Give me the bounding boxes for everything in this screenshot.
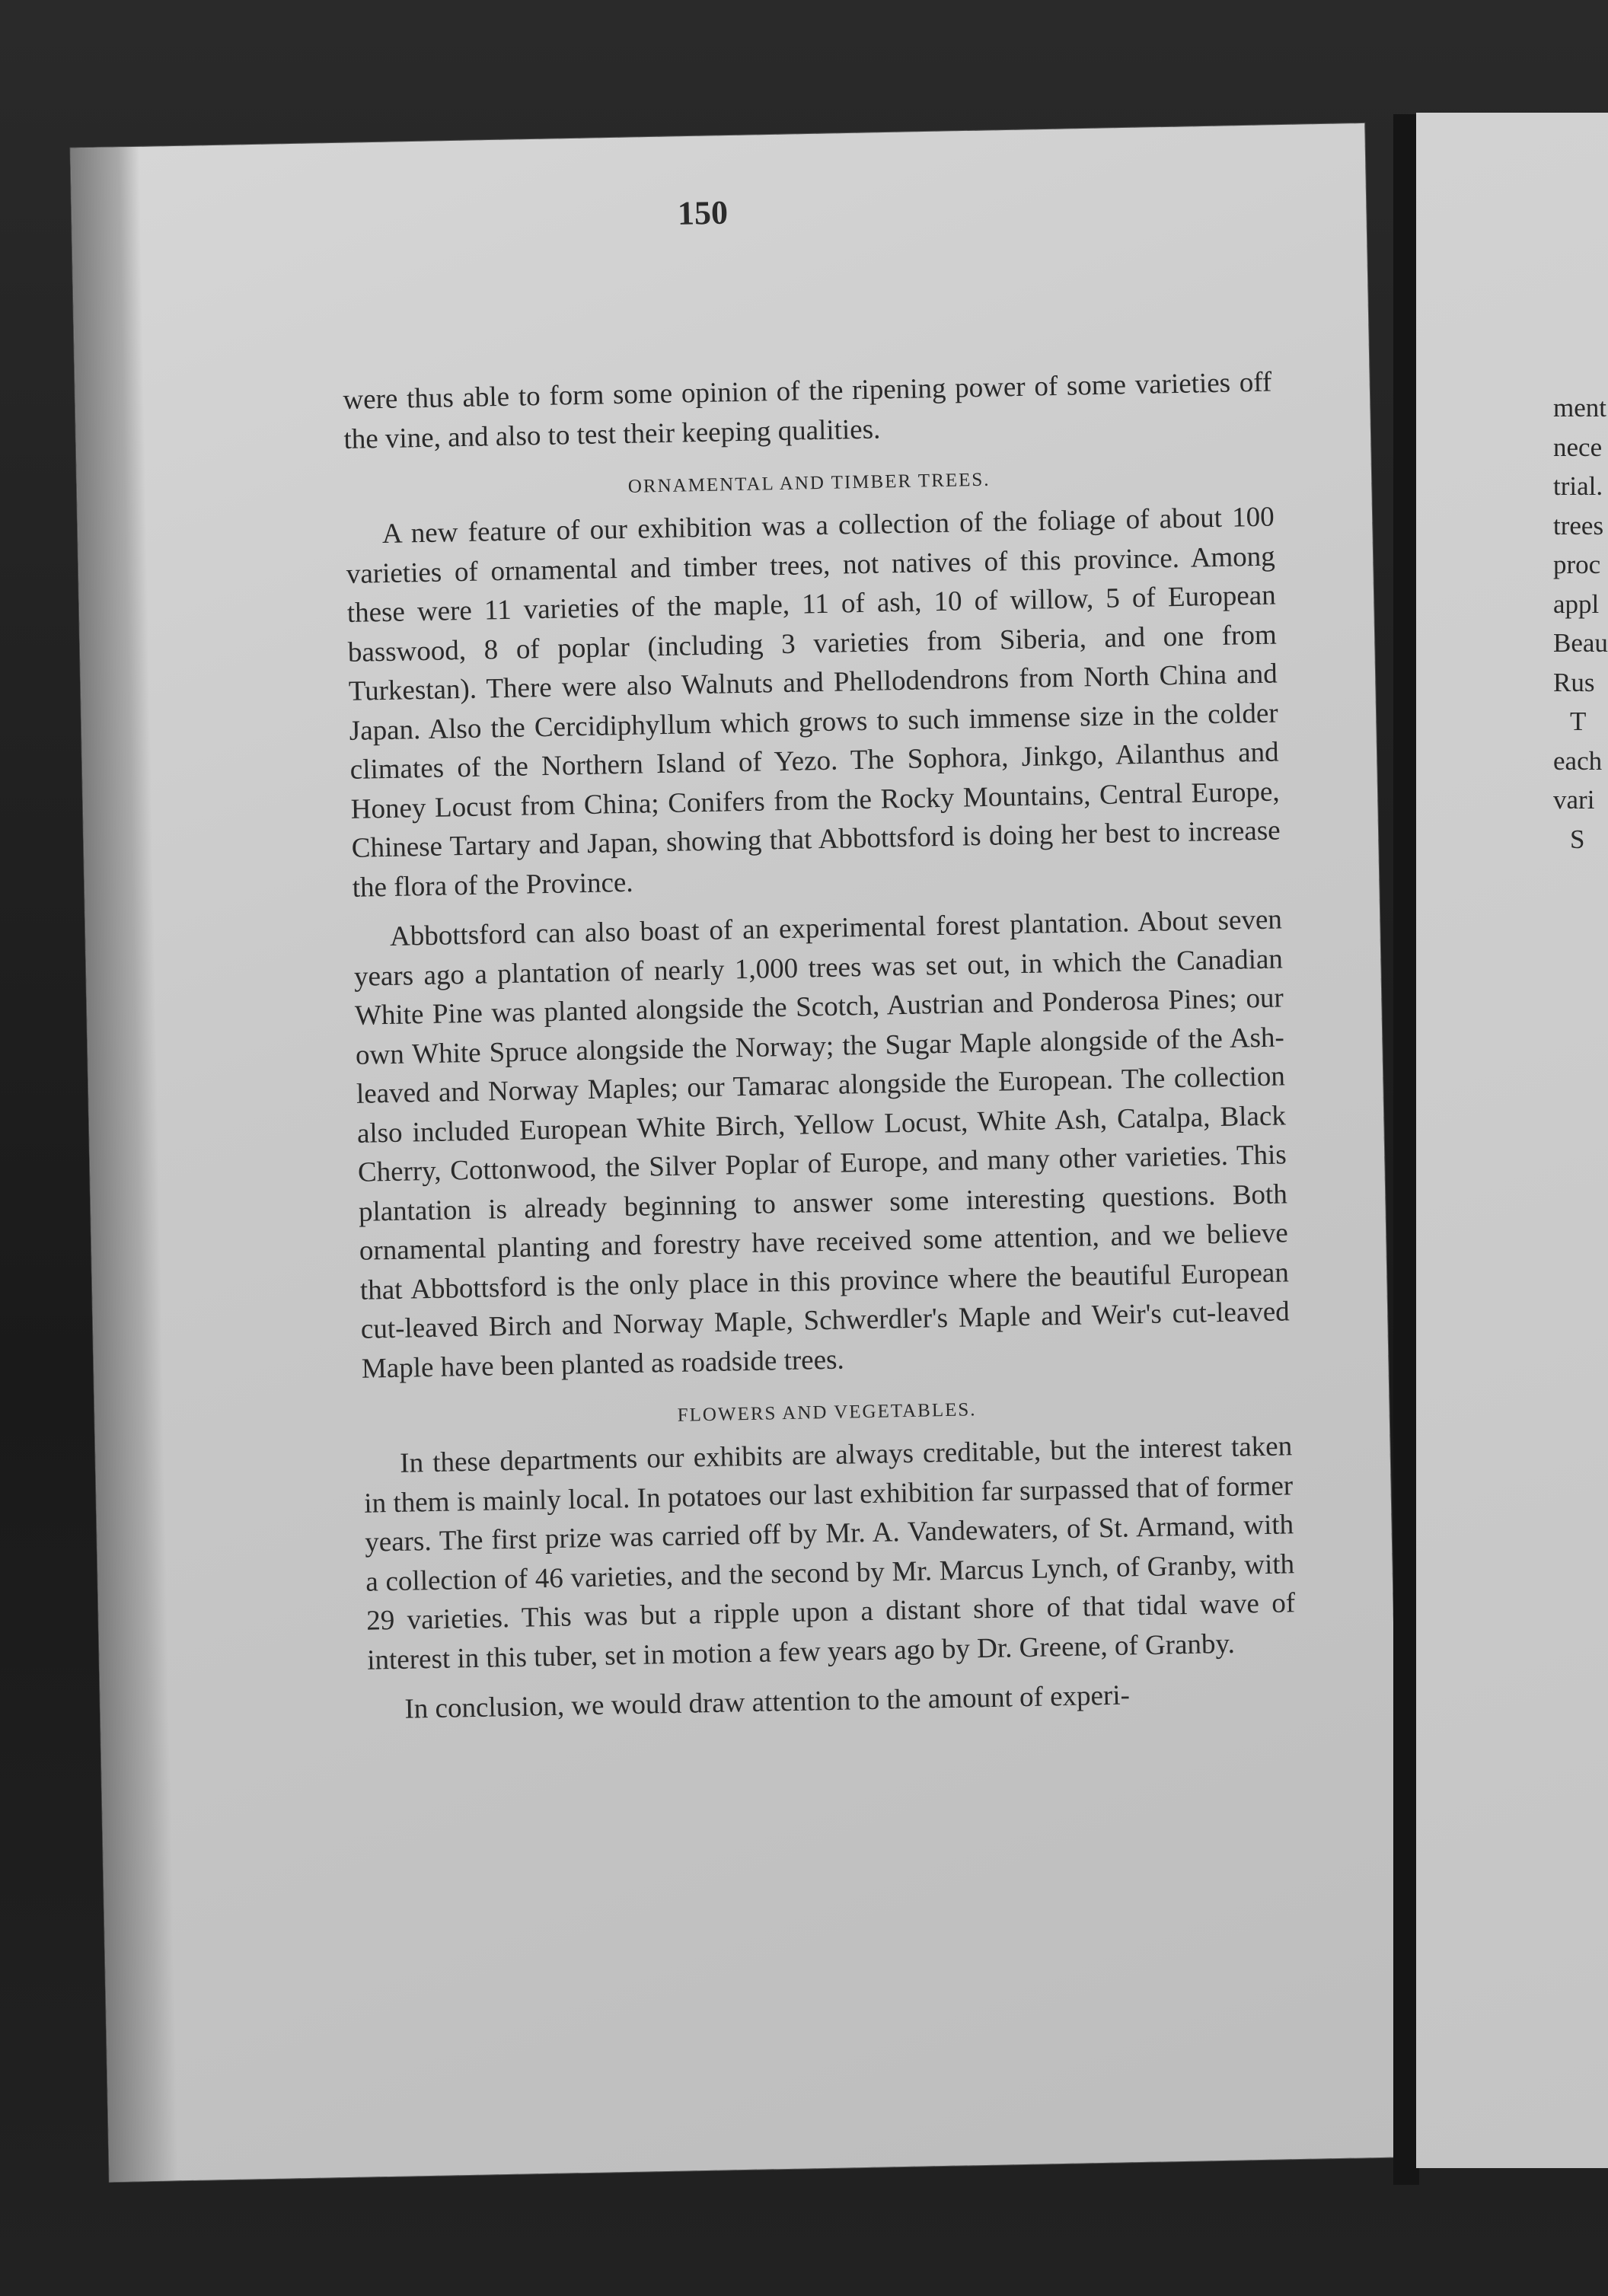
- right-line: Beau: [1553, 628, 1608, 658]
- right-line: ment: [1553, 393, 1606, 423]
- flowers-paragraph-2: In conclusion, we would draw attention to the amount of experi-: [404, 1679, 1131, 1725]
- page-number: 150: [677, 193, 729, 232]
- right-line: vari: [1553, 785, 1595, 815]
- right-line: trees: [1553, 510, 1604, 541]
- ornamental-paragraph-2: Abbottsford can also boast of an experimental forest plantation. About seven years ago a plantation of nearly 1,000 trees was set out, in which the Canadian White Pine was planted alongside the Scotch, Austrian and Ponderosa Pines; our own White Spruce alongside the Norway; the Sugar Maple alongside of the Ash-leaved and Norway Maples; our Tamarac alongside the European. The collection also included European White Birch, Yellow Locust, White Ash, Catalpa, Black Cherry, Cottonwood, the Silver Poplar of Europe, and many other varieties. This plantation is already beginning to answer some interesting questions. Both ornamental planting and forestry have received some attention, and we believe that Abbottsford is the only place in this province where the beautiful European cut-leaved Birch and Norway Maple, Schwerdler's Maple and Weir's cut-leaved Maple have been planted as roadside trees.: [353, 904, 1291, 1385]
- book-gutter: [1393, 114, 1419, 2185]
- section-heading-ornamental: ORNAMENTAL AND TIMBER TREES.: [627, 469, 991, 497]
- flowers-paragraph-1: In these departments our exhibits are always creditable, but the interest taken in them is mainly local. In potatoes our last exhibition far surpassed that of former years. The first prize was carried off by Mr. A. Vandewaters, of St. Armand, with a collection of 46 varieties, and the second by Mr. Marcus Lynch, of Granby, with 29 varieties. This was but a ripple upon a distant shore of that tidal wave of interest in this tuber, set in motion a few years ago by Dr. Greene, of Granby.: [363, 1430, 1296, 1676]
- section-heading-flowers: FLOWERS AND VEGETABLES.: [677, 1399, 977, 1426]
- right-line: nece: [1553, 432, 1603, 462]
- page-content: [343, 363, 1297, 1730]
- right-line: S: [1570, 824, 1585, 854]
- right-line: each: [1553, 745, 1603, 776]
- ornamental-paragraph-1: A new feature of our exhibition was a collection of the foliage of about 100 varieties of ornamental and timber trees, not natives of this province. Among these were 11 varieties of the maple, 11 of ash, 10 of willow, 5 of European basswood, 8 of poplar (including 3 varieties from Siberia, and one from Turkestan). There were also Walnuts and Phellodendrons from North China and Japan. Also the Cercidiphyllum which grows to such immense size in the colder climates of the Northern Island of Yezo. The Sophora, Jinkgo, Ailanthus and Honey Locust from China; Conifers from the Rocky Mountains, Central Europe, Chinese Tartary and Japan, showing that Abbottsford is doing her best to increase the flora of the Province.: [346, 501, 1281, 904]
- right-line: trial.: [1553, 471, 1603, 501]
- right-line: appl: [1553, 588, 1600, 619]
- right-line: T: [1570, 706, 1587, 736]
- right-page-text: [1553, 388, 1608, 859]
- right-line: proc: [1553, 550, 1601, 579]
- intro-paragraph: were thus able to form some opinion of the ripening power of some varieties off the vine, and also to test their keeping qualities.: [343, 366, 1272, 455]
- right-line: Rus: [1553, 667, 1595, 697]
